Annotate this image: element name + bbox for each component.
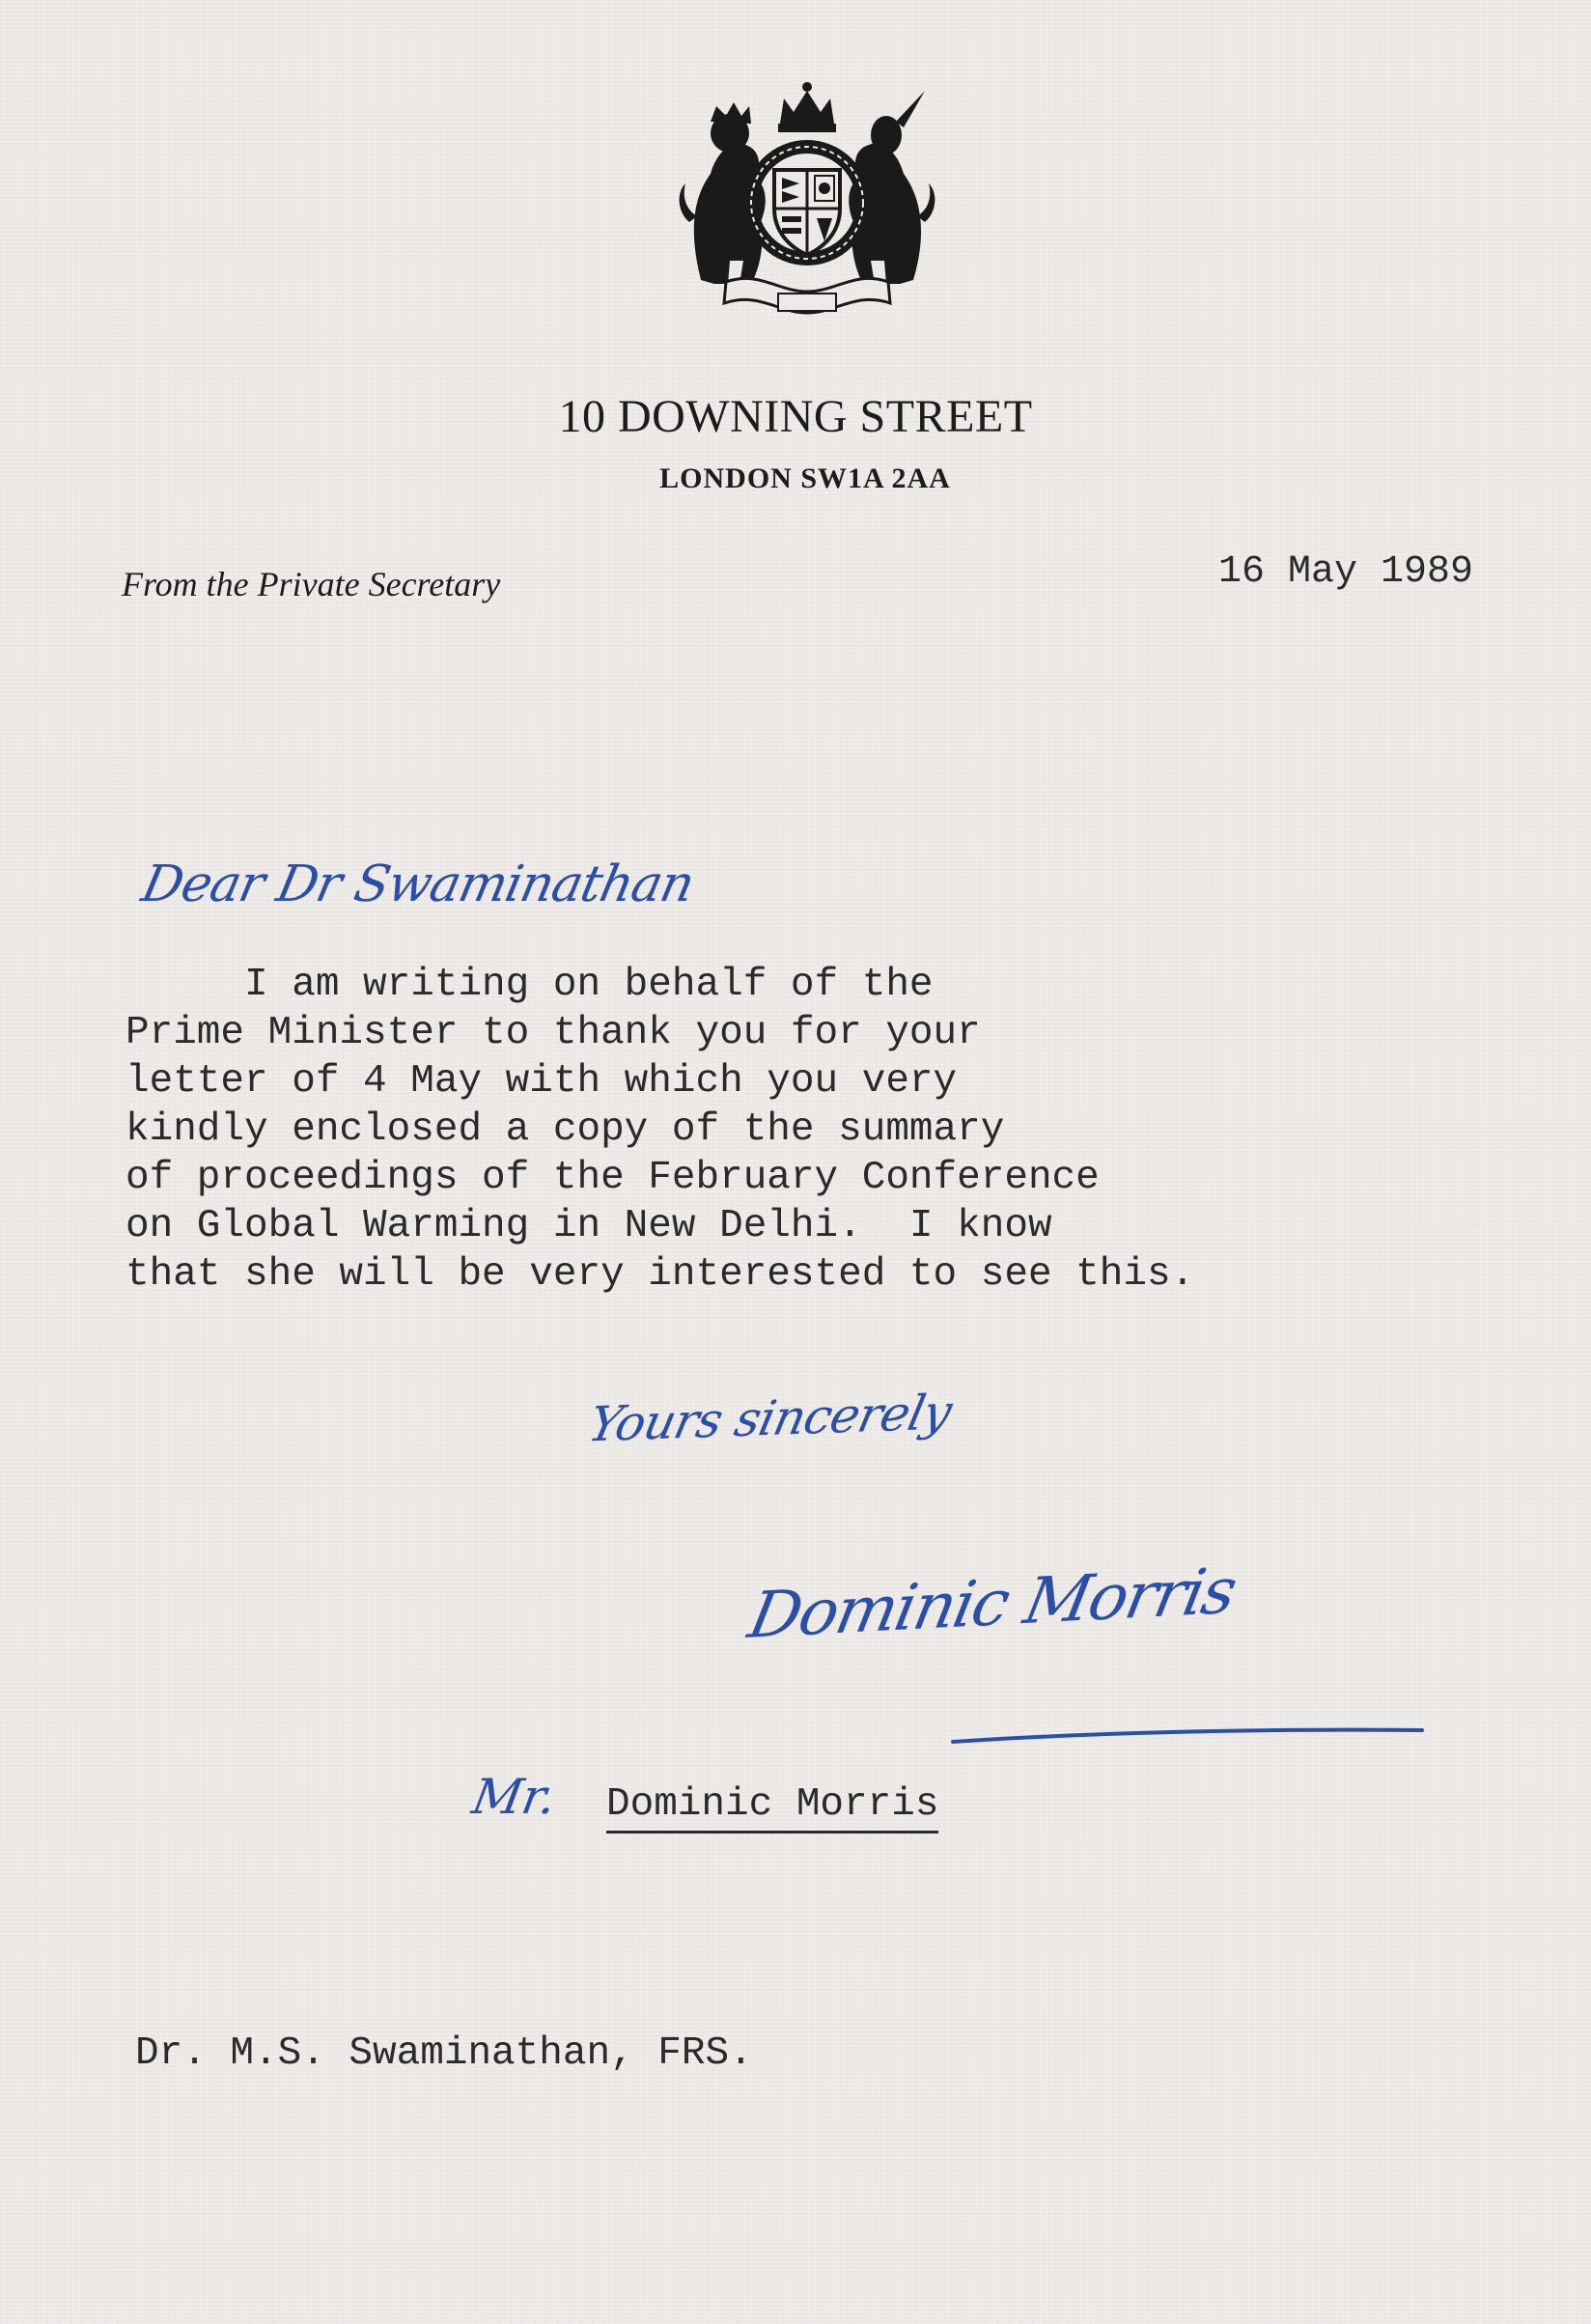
typed-signer-name: Dominic Morris bbox=[606, 1782, 938, 1834]
handwritten-salutation: Dear Dr Swaminathan bbox=[136, 855, 699, 913]
letterhead-address-line1: 10 DOWNING STREET bbox=[558, 391, 1033, 442]
from-private-secretary: From the Private Secretary bbox=[122, 565, 501, 603]
letter-body: I am writing on behalf of the Prime Minister to thank you for your letter of 4 May with which you very kindly enclosed a copy of the summary of proceedings of the February Conference on Global Warming in New Delhi. I know that she will be very interested to see this. bbox=[126, 963, 1195, 1297]
royal-coat-of-arms-crest bbox=[672, 77, 942, 319]
handwritten-signature: Dominic Morris bbox=[742, 1554, 1242, 1653]
handwritten-title: Mr. bbox=[467, 1769, 561, 1825]
recipient-name: Dr. M.S. Swaminathan, FRS. bbox=[135, 2031, 753, 2076]
handwritten-closing: Yours sincerely bbox=[583, 1384, 957, 1453]
signature-flourish bbox=[951, 1709, 1424, 1748]
letter-date: 16 May 1989 bbox=[1217, 550, 1473, 594]
letterhead-address-line2: LONDON SW1A 2AA bbox=[659, 462, 951, 494]
